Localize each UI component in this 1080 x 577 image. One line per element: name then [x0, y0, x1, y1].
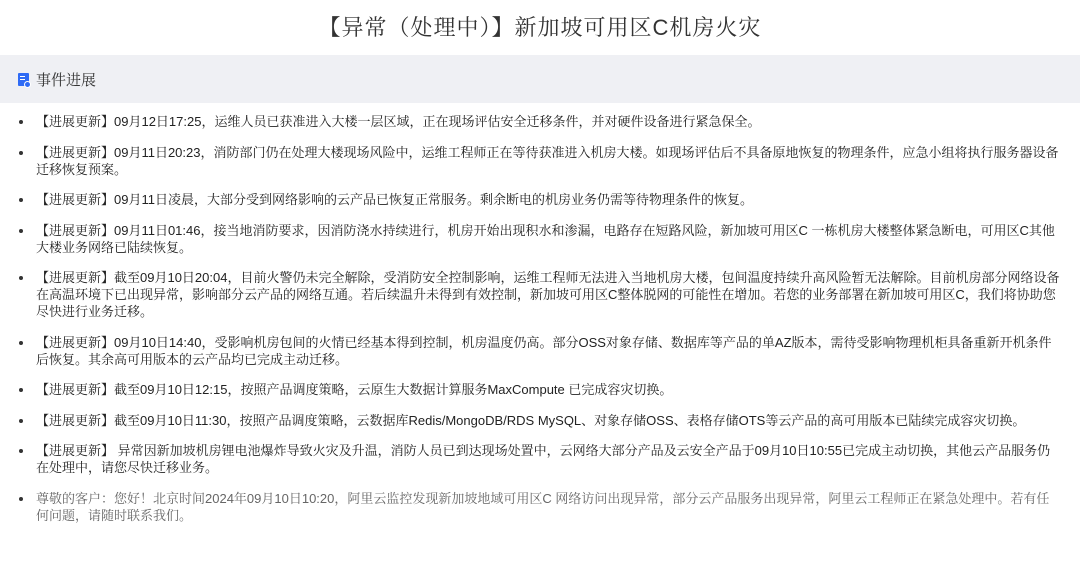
document-clock-icon — [18, 73, 29, 86]
section-header — [0, 55, 1080, 103]
list-item: 【进展更新】09月12日17:25，运维人员已获准进入大楼一层区域，正在现场评估安全迁移条件，并对硬件设备进行紧急保全。 — [36, 113, 1060, 130]
list-item: 【进展更新】截至09月10日20:04，目前火警仍未完全解除，受消防安全控制影响，运维工程师无法进入当地机房大楼，包间温度持续升高风险暂无法解除。目前机房部分网络设备在高温环境下已出现异常，影响部分云产品的网络互通。若后续温升未得到有效控制，新加坡可用区C整体脱网的可能性在增加。若您的业务部署在新加坡可用区C，我们将协助您尽快进行业务迁移。 — [36, 270, 1060, 319]
list-item: 【进展更新】 异常因新加坡机房锂电池爆炸导致火灾及升温，消防人员已到达现场处置中，云网络大部分产品及云安全产品于09月10日10:55已完成主动切换，其他云产品服务仍在处理中，请您尽快迁移业务。 — [36, 442, 1060, 476]
list-item: 【进展更新】截至09月10日11:30，按照产品调度策略，云数据库Redis/MongoDB/RDS MySQL、对象存储OSS、表格存储OTS等云产品的高可用版本已陆续完成容灾切换。 — [36, 412, 1060, 429]
list-item: 【进展更新】截至09月10日12:15，按照产品调度策略，云原生大数据计算服务MaxCompute 已完成容灾切换。 — [36, 381, 1060, 398]
list-item: 【进展更新】09月11日凌晨，大部分受到网络影响的云产品已恢复正常服务。剩余断电的机房业务仍需等待物理条件的恢复。 — [36, 191, 1060, 208]
list-item: 【进展更新】09月11日20:23，消防部门仍在处理大楼现场风险中，运维工程师正在等待获准进入机房大楼。如现场评估后不具备原地恢复的物理条件，应急小组将执行服务器设备迁移恢复预案。 — [36, 144, 1059, 177]
page-title: 【异常（处理中）】新加坡可用区C机房火灾 — [318, 15, 762, 40]
section-title: 事件进展 — [36, 71, 97, 89]
initial-notice: 尊敬的客户：您好！北京时间2024年09月10日10:20，阿里云监控发现新加坡地域可用区C 网络访问出现异常，部分云产品服务出现异常，阿里云工程师正在紧急处理中。若有任何问题，请随时联系我们。 — [36, 490, 1060, 524]
update-list — [0, 103, 1060, 524]
list-item: 【进展更新】09月11日01:46，接当地消防要求，因消防浇水持续进行，机房开始出现积水和渗漏，电路存在短路风险，新加坡可用区C 一栋机房大楼整体紧急断电，可用区C其他大楼业务网络已陆续恢复。 — [36, 222, 1060, 256]
list-item: 【进展更新】09月10日14:40，受影响机房包间的火情已经基本得到控制，机房温度仍高。部分OSS对象存储、数据库等产品的单AZ版本，需待受影响物理机柜具备重新开机条件后恢复。其余高可用版本的云产品均已完成主动迁移。 — [36, 334, 1060, 368]
